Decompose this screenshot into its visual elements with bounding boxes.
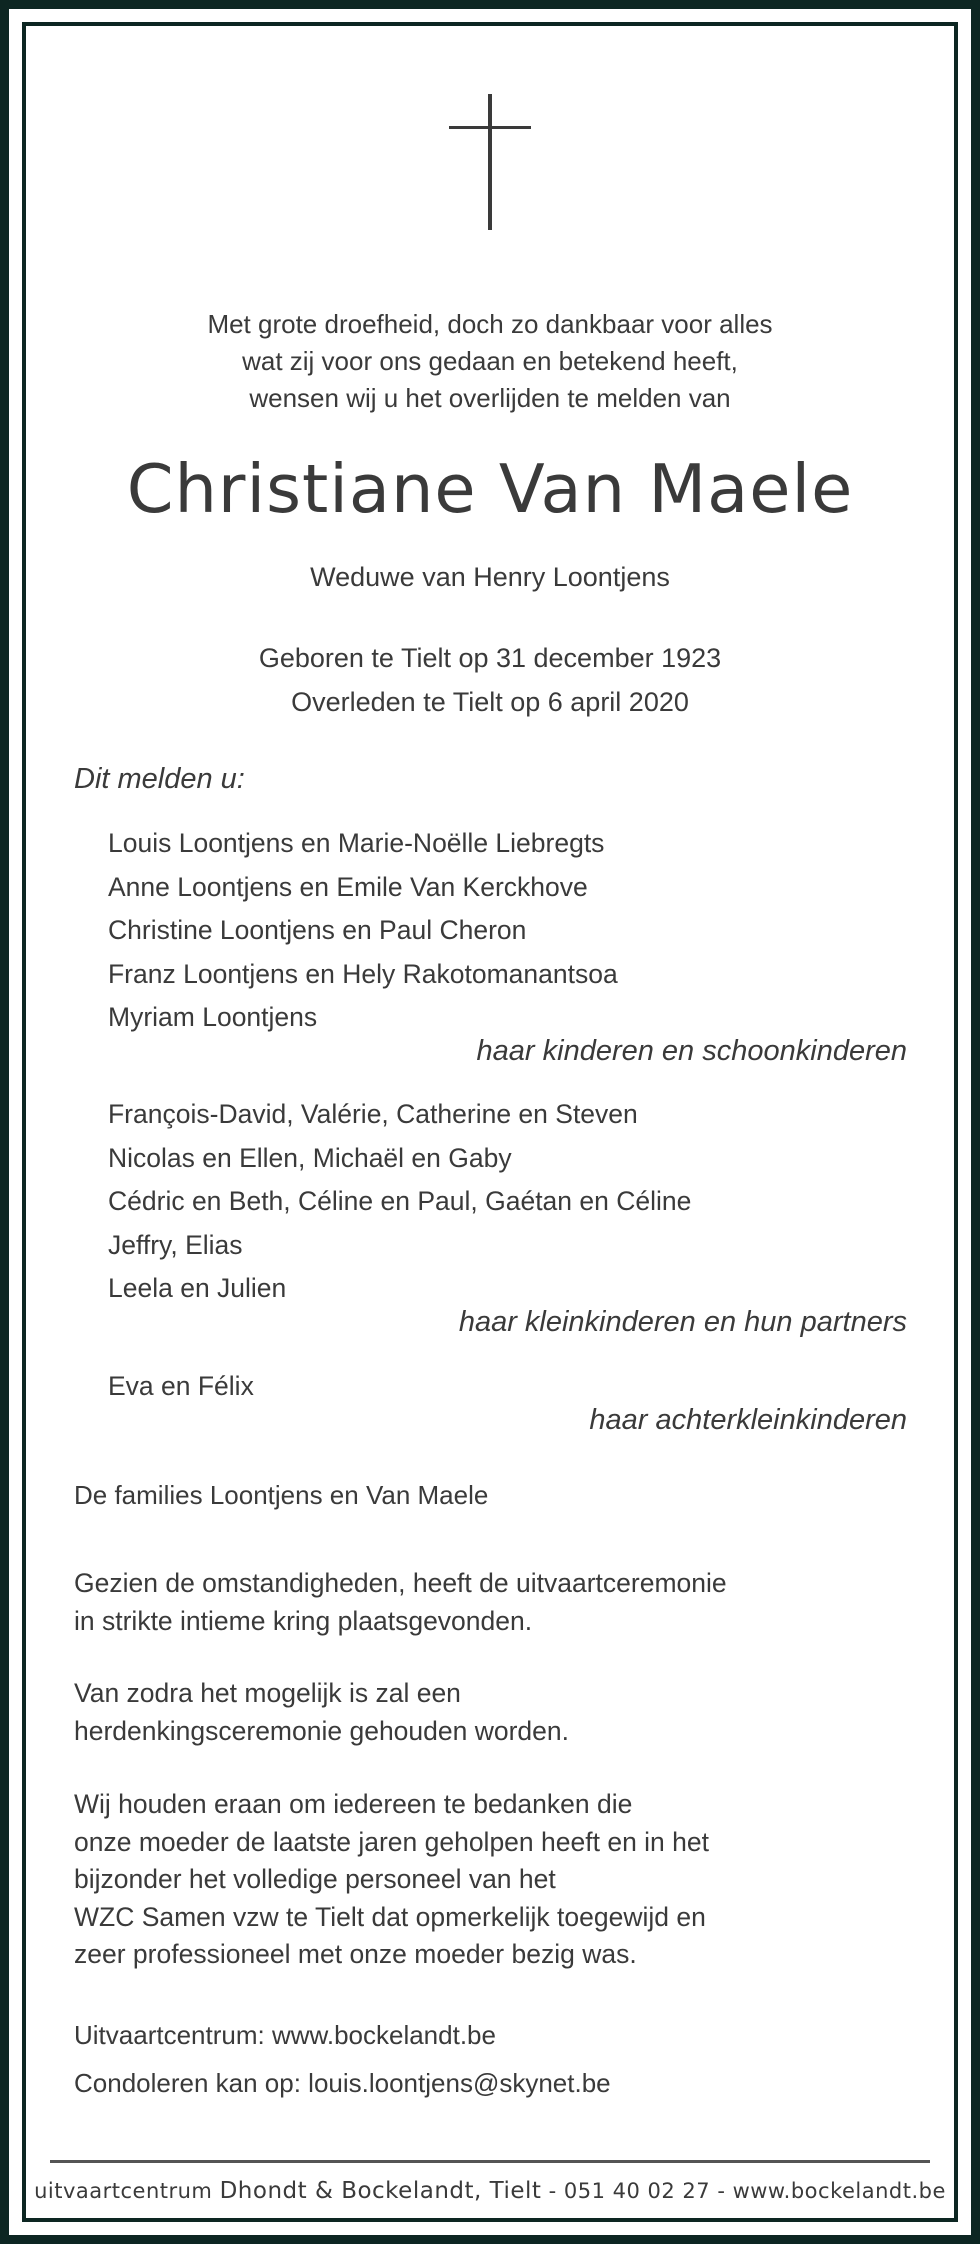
funeral-center-link[interactable]: Uitvaartcentrum: www.bockelandt.be	[74, 2020, 496, 2050]
intro-line: wensen wij u het overlijden te melden van	[249, 383, 731, 413]
footer	[0, 2178, 980, 2204]
footer-contact[interactable]: - 051 40 02 27 - www.bockelandt.be	[548, 2179, 946, 2203]
list-item: Nicolas en Ellen, Michaël en Gaby	[108, 1142, 512, 1173]
children-list	[108, 822, 618, 1040]
families-line: De families Loontjens en Van Maele	[74, 1480, 489, 1510]
list-item: François-David, Valérie, Catherine en Steven	[108, 1099, 638, 1129]
list-item: Christine Loontjens en Paul Cheron	[108, 915, 527, 945]
condolence-email-link[interactable]: Condoleren kan op: louis.loontjens@skynet.be	[74, 2068, 611, 2098]
intro-line: Met grote droefheid, doch zo dankbaar voor alles	[207, 309, 773, 339]
deceased-name: Christiane Van Maele	[126, 450, 854, 528]
list-item: Cédric en Beth, Céline en Paul, Gaétan en Céline	[108, 1186, 692, 1216]
list-item: Leela en Julien	[108, 1273, 287, 1303]
intro-text	[0, 306, 980, 417]
list-item: Franz Loontjens en Hely Rakotomanantsoa	[108, 958, 618, 989]
intro-line: wat zij voor ons gedaan en betekend heeft,	[242, 346, 738, 376]
list-item: Anne Loontjens en Emile Van Kerckhove	[108, 871, 588, 902]
list-item: Eva en Félix	[108, 1371, 254, 1401]
announced-by-label: Dit melden u:	[74, 763, 245, 795]
great-grandchildren-list	[108, 1365, 254, 1409]
footer-company: Dhondt & Bockelandt, Tielt	[219, 2178, 542, 2204]
life-dates	[0, 636, 980, 724]
death-line: Overleden te Tielt op 6 april 2020	[291, 687, 689, 717]
great-grandchildren-label: haar achterkleinkinderen	[589, 1404, 907, 1436]
children-label: haar kinderen en schoonkinderen	[476, 1035, 907, 1067]
grandchildren-list	[108, 1093, 691, 1311]
memorial-paragraph: Van zodra het mogelijk is zal een herdenkingsceremonie gehouden worden.	[74, 1678, 570, 1746]
birth-line: Geboren te Tielt op 31 december 1923	[258, 643, 722, 673]
list-item: Jeffry, Elias	[108, 1229, 243, 1260]
grandchildren-label: haar kleinkinderen en hun partners	[458, 1306, 907, 1338]
list-item: Louis Loontjens en Marie-Noëlle Liebregts	[108, 828, 605, 858]
footer-prefix: uitvaartcentrum	[34, 2179, 213, 2203]
ceremony-paragraph: Gezien de omstandigheden, heeft de uitvaartceremonie in strikte intieme kring plaatsgevonden.	[74, 1568, 727, 1636]
widow-of: Weduwe van Henry Loontjens	[310, 562, 670, 592]
list-item: Myriam Loontjens	[108, 1002, 318, 1032]
thanks-paragraph: Wij houden eraan om iedereen te bedanken die onze moeder de laatste jaren geholpen heeft en in het bijzonder het volledige personeel van het WZC Samen vzw te Tielt dat opmerkelijk toegewijd en zeer professioneel met onze moeder bezig was.	[74, 1789, 709, 1969]
footer-divider	[50, 2160, 930, 2163]
